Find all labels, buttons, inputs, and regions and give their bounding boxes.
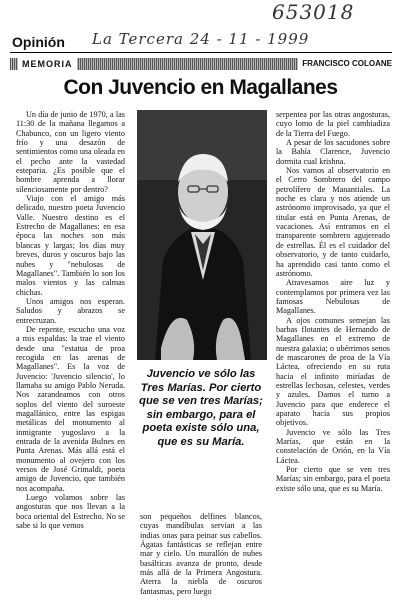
paragraph: serpentea por las otras angosturas, cuyo lomo de la piel cambiadiza de la Tierra del Fuego. xyxy=(276,110,390,138)
column-label: MEMORIA xyxy=(18,58,77,70)
column-banner xyxy=(10,58,392,70)
paragraph: A pesar de los sacudones sobre la Bahía Clarence, Juvencio dormita cual krishna. xyxy=(276,138,390,166)
body-column-3 xyxy=(276,110,390,598)
handwritten-archive-code: 653018 xyxy=(272,0,355,24)
headline: Con Juvencio en Magallanes xyxy=(63,76,338,99)
paragraph: Nos vamos al observatorio en el Cerro Sombrero del campo petrolífero de Manantiales. La noche es clara y nos atiende un astrónomo improvisado, ya que el titular está en Punta Arenas, de vacaciones. Así entramos en el transparente sombrero agujereado de estrellas. Él es el cuidador del observatorio, y de tanto cuidarlo, ha aprendido casi tanto como el astrónomo. xyxy=(276,166,390,278)
pull-quote: Juvencio ve sólo las Tres Marías. Por cierto que se ven tres Marías; sin embargo, para el poeta existe sólo una, que es su María. xyxy=(139,368,263,448)
paragraph: Atravesamos aire luz y contemplamos por primera vez las famosas Nebulosas de Magallanes. xyxy=(276,278,390,316)
body-column-2 xyxy=(140,512,262,598)
paragraph: Juvencio ve sólo las Tres Marías, que están en la constelación de Orión, en la Vía Láctea. xyxy=(276,427,390,465)
paragraph: Unos amigos nos esperan. Saludos y abrazos se entrecruzan. xyxy=(16,296,125,325)
header-rule xyxy=(10,52,392,53)
paragraph: De repente, escucho una voz a mis espaldas: la trae el viento desde una "estatua de proa recogida en las arenas de Magallanes". Es la voz de Juvencio: 'Juvencio silencio', lo llamaba su amigo Pablo Neruda. Nos zarandeamos con otros soplos del viento del suroeste magallánico, entre las espigas metálicas del monumento al inmigrante yugoslavo a la entrada de la avenida Bulnes en Punta Arenas. Más allá está el monumento al ovejero con los versos de José Grimaldi, poeta amigo de Juvencio, que también nos acompaña. xyxy=(16,324,125,493)
photo-illustration xyxy=(137,110,267,360)
section-label: Opinión xyxy=(12,34,65,50)
paragraph: son pequeños delfines blancos, cuyas mandíbulas servían a las indias onas para peinar sus cabellos. Ágatas fantásticas se reflejan entre mar y cielo. Un murallón de nubes basálticas avanza de pronto, desde más allá de la Primera Angostura. Aterra la niebla de oscuros fantasmas, pero luego xyxy=(140,512,262,596)
paragraph: Luego volamos sobre las angosturas que nos llevan a la boca oriental del Estrecho. No se sabe si lo que vemos xyxy=(16,493,125,531)
author-name: FRANCISCO COLOANE xyxy=(298,58,392,70)
body-column-1 xyxy=(16,110,125,598)
paragraph: Por cierto que se ven tres Marías; sin embargo, para el poeta existe sólo una, que es su María. xyxy=(276,465,390,493)
paragraph: A ojos comunes semejan las barbas flotantes de Hernando de Magallanes en el extremo de nuestra galaxia; o ubérrimos senos de mascarones de proa de la Vía Láctea, ofreciendo en su ruta hacia el infinito miríadas de estrellas lechosas, celestes, verdes y azules. Damos el turno a Juvencio para que enderece el aparato hacia sus propios objetivos. xyxy=(276,315,390,428)
author-photo xyxy=(137,110,267,360)
paragraph: Viajo con el amigo más delicado, nuestro poeta Juvencio Valle. Nuestro destino es el Estrecho de Magallanes: en esa época las noches son más blancas y largas; los días muy breves, duros y oscuros bajo las nubes y "nebulosas de Magallanes". También lo son los malos vientos y las calmas chichas. xyxy=(16,194,125,297)
paragraph: Un día de junio de 1970, a las 11:30 de la mañana llegamos a Chabunco, con un ligero viento frío y una desazón de sentimientos como una oleada en el pecho ante la vastedad esteparia. ¿Es posible que el hombre aprenda a llorar silenciosamente por dentro? xyxy=(16,110,125,194)
handwritten-date: La Tercera 24 - 11 - 1999 xyxy=(92,30,310,48)
